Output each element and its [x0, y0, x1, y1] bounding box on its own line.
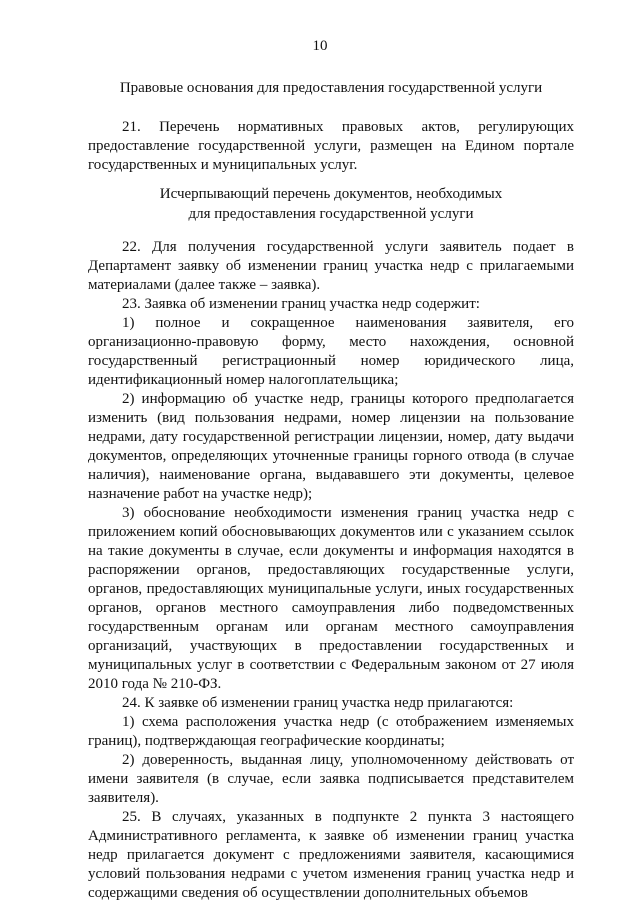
paragraph-21: 21. Перечень нормативных правовых актов, регулирующих предоставление государственной услуги, размещен на Едином портале государственных и муниципальных услуг.: [88, 119, 574, 173]
paragraph-23-item-3: 3) обоснование необходимости изменения границ участка недр с приложением копий обосновывающих документов или с указанием ссылок на такие документы в случае, если документы и информация находятся в распоряжении органов, предоставляющих государственные услуги, органов, предоставляющих муниципальные услуги, иных государственных органов, органов местного самоуправления либо подведомственных государственным органам или органам местного самоуправления организаций, участвующих в предоставлении государственных и муниципальных услуг в соответствии с Федеральным законом от 27 июля 2010 года № 210-ФЗ.: [88, 505, 574, 692]
paragraph-24-item-1: 1) схема расположения участка недр (с отображением изменяемых границ), подтверждающая географические координаты;: [88, 714, 574, 749]
paragraph-23: 23. Заявка об изменении границ участка недр содержит:: [122, 296, 480, 312]
paragraph-24: 24. К заявке об изменении границ участка недр прилагаются:: [122, 695, 514, 711]
heading-documents-line2: для предоставления государственной услуги: [188, 206, 474, 222]
heading-legal-basis: Правовые основания для предоставления государственной услуги: [119, 80, 543, 96]
paragraph-23-item-2: 2) информацию об участке недр, границы которого предполагается изменить (вид пользования недрами, номер лицензии на пользование недрами, дату государственной регистрации лицензии, номер, дату выдачи документов, определяющих уточненные границы горного отвода (в случае наличия), наименование органа, выдававшего эти документы, целевое назначение работ на участке недр);: [88, 391, 574, 502]
heading-documents: [88, 184, 574, 224]
paragraph-24-item-2: 2) доверенность, выданная лицу, уполномоченному действовать от имени заявителя (в случае, если заявка подписывается представителем заявителя).: [88, 752, 574, 806]
paragraph-25: 25. В случаях, указанных в подпункте 2 пункта 3 настоящего Административного регламента, к заявке об изменении границ участка недр прилагается документ с предложениями заявителя, касающимися условий пользования недрами с учетом изменения границ участка недр и содержащими сведения об осуществлении дополнительных объемов: [88, 809, 574, 901]
section-documents: [88, 238, 574, 903]
heading-documents-line1: Исчерпывающий перечень документов, необходимых: [159, 186, 503, 202]
paragraph-23-item-1: 1) полное и сокращенное наименования заявителя, его организационно-правовую форму, место нахождения, основной государственный регистрационный номер юридического лица, идентификационный номер налогоплательщика;: [88, 315, 574, 388]
page-number: 10: [312, 38, 328, 54]
section-legal-basis: [88, 118, 574, 175]
paragraph-22: 22. Для получения государственной услуги заявитель подает в Департамент заявку об изменении границ участка недр с прилагаемыми материалами (далее также – заявка).: [88, 239, 574, 293]
